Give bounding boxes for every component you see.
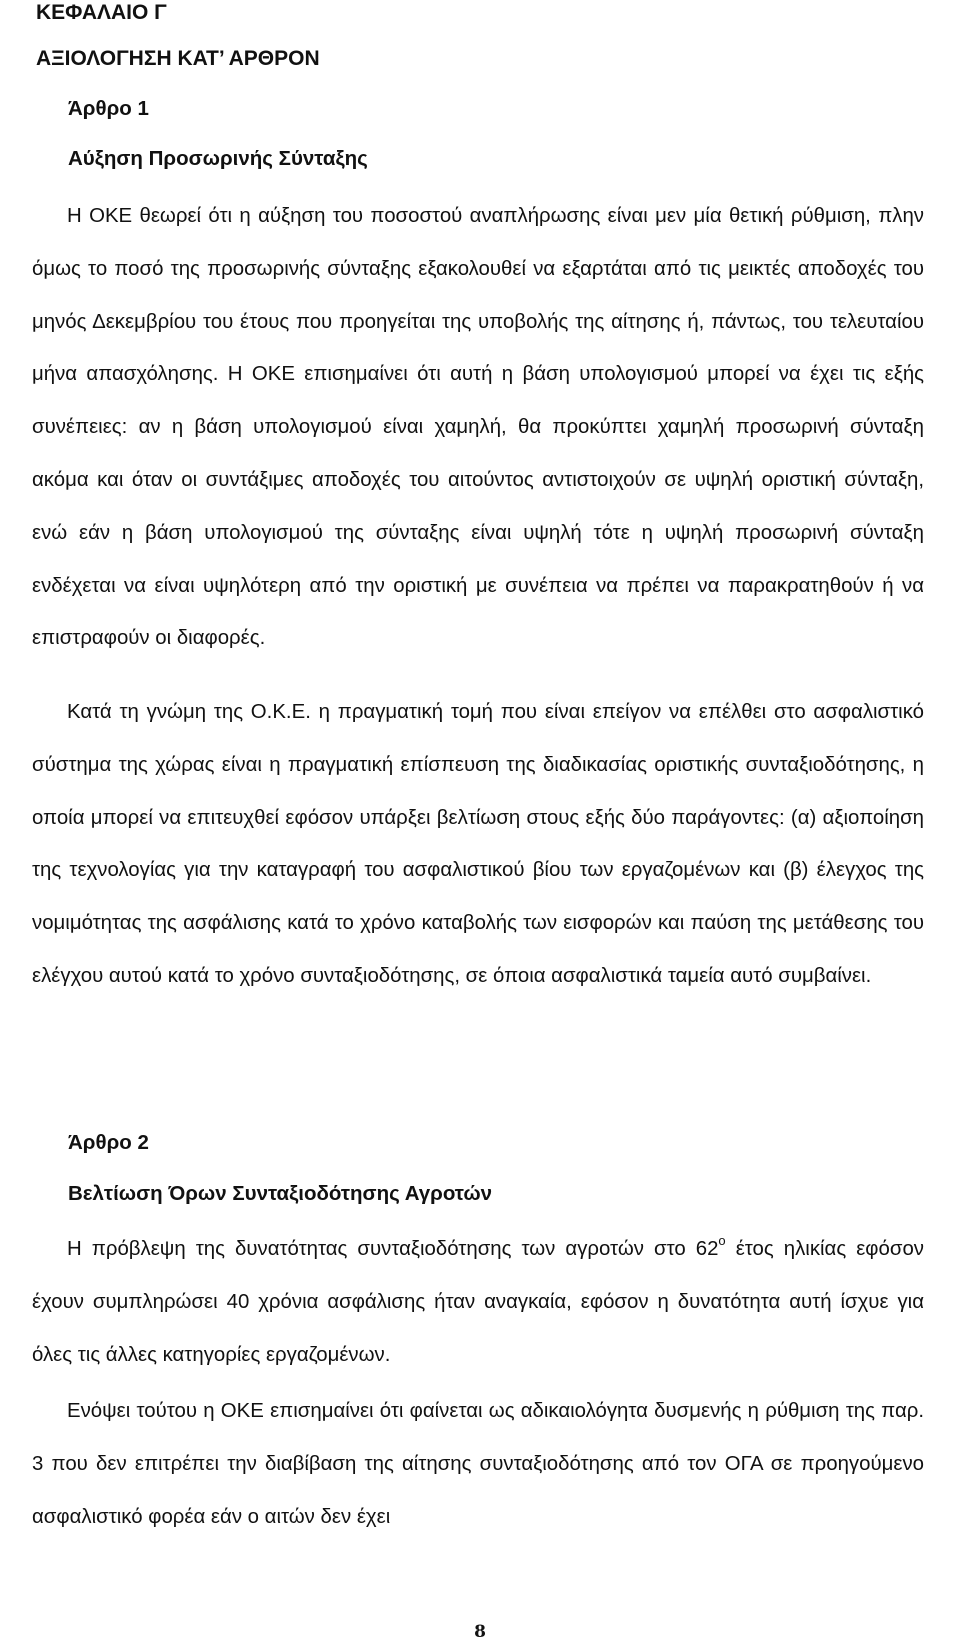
- ordinal-superscript: ο: [718, 1233, 726, 1248]
- article-1-paragraph-1: Η ΟΚΕ θεωρεί ότι η αύξηση του ποσοστού αναπλήρωσης είναι μεν μία θετική ρύθμιση, πλην όμως το ποσό της προσωρινής σύνταξης εξακολουθεί να εξαρτάται από τις μεικτές αποδοχές του μηνός Δεκεμβρίου του έτους που προηγείται της υποβολής της αίτησης ή, πάντως, του τελευταίου μήνα απασχόλησης. Η ΟΚΕ επισημαίνει ότι αυτή η βάση υπολογισμού μπορεί να έχει τις εξής συνέπειες: αν η βάση υπολογισμού είναι χαμηλή, θα προκύπτει χαμηλή προσωρινή σύνταξη ακόμα και όταν οι συντάξιμες αποδοχές του αιτούντος αντιστοιχούν σε υψηλή οριστική σύνταξη, ενώ εάν η βάση υπολογισμού της σύνταξης είναι υψηλή τότε η υψηλή προσωρινή σύνταξη ενδέχεται να είναι υψηλότερη από την οριστική με συνέπεια να πρέπει να παρακρατηθούν ή να επιστραφούν οι διαφορές.: [32, 205, 924, 650]
- article-2-number: Άρθρο 2: [68, 1131, 149, 1154]
- article-2-title: Βελτίωση Όρων Συνταξιοδότησης Αγροτών: [68, 1182, 493, 1205]
- article-1-paragraph-2: Κατά τη γνώμη της Ο.Κ.Ε. η πραγματική τομή που είναι επείγον να επέλθει στο ασφαλιστικό σύστημα της χώρας είναι η πραγματική επίσπευση της διαδικασίας οριστικής συνταξιοδότησης, η οποία μπορεί να επιτευχθεί εφόσον υπάρξει βελτίωση στους εξής δύο παράγοντες: (α) αξιοποίηση της τεχνολογίας για την καταγραφή του ασφαλιστικού βίου των εργαζομένων και (β) έλεγχος της νομιμότητας της ασφάλισης κατά το χρόνο καταβολής των εισφορών και παύση της μετάθεσης του ελέγχου αυτού κατά το χρόνο συνταξιοδότησης, σε όποια ασφαλιστικά ταμεία αυτό συμβαίνει.: [32, 701, 924, 987]
- article-1-title: Αύξηση Προσωρινής Σύνταξης: [68, 147, 368, 170]
- page-number: 8: [474, 1622, 486, 1642]
- article-2-paragraph-1: [32, 1223, 924, 1381]
- article-2-paragraph-1-text-b: έτος ηλικίας εφόσον έχουν συμπληρώσει 40 χρόνια ασφάλισης ήταν αναγκαία, εφόσον η δυνατότητα αυτή ίσχυε για όλες τις άλλες κατηγορίες εργαζομένων.: [32, 1238, 924, 1366]
- chapter-title: ΚΕΦΑΛΑΙΟ Γ: [36, 1, 167, 24]
- article-1-number: Άρθρο 1: [68, 97, 149, 120]
- chapter-subtitle: ΑΞΙΟΛΟΓΗΣΗ ΚΑΤ’ ΑΡΘΡΟΝ: [36, 47, 320, 70]
- article-2-paragraph-2: Ενόψει τούτου η ΟΚΕ επισημαίνει ότι φαίνεται ως αδικαιολόγητα δυσμενής η ρύθμιση της παρ. 3 που δεν επιτρέπει την διαβίβαση της αίτησης συνταξιοδότησης από τον ΟΓΑ σε προηγούμενο ασφαλιστικό φορέα εάν ο αιτών δεν έχει: [32, 1400, 924, 1528]
- article-2-paragraph-1-text-a: Η πρόβλεψη της δυνατότητας συνταξιοδότησης των αγροτών στο 62: [67, 1238, 719, 1260]
